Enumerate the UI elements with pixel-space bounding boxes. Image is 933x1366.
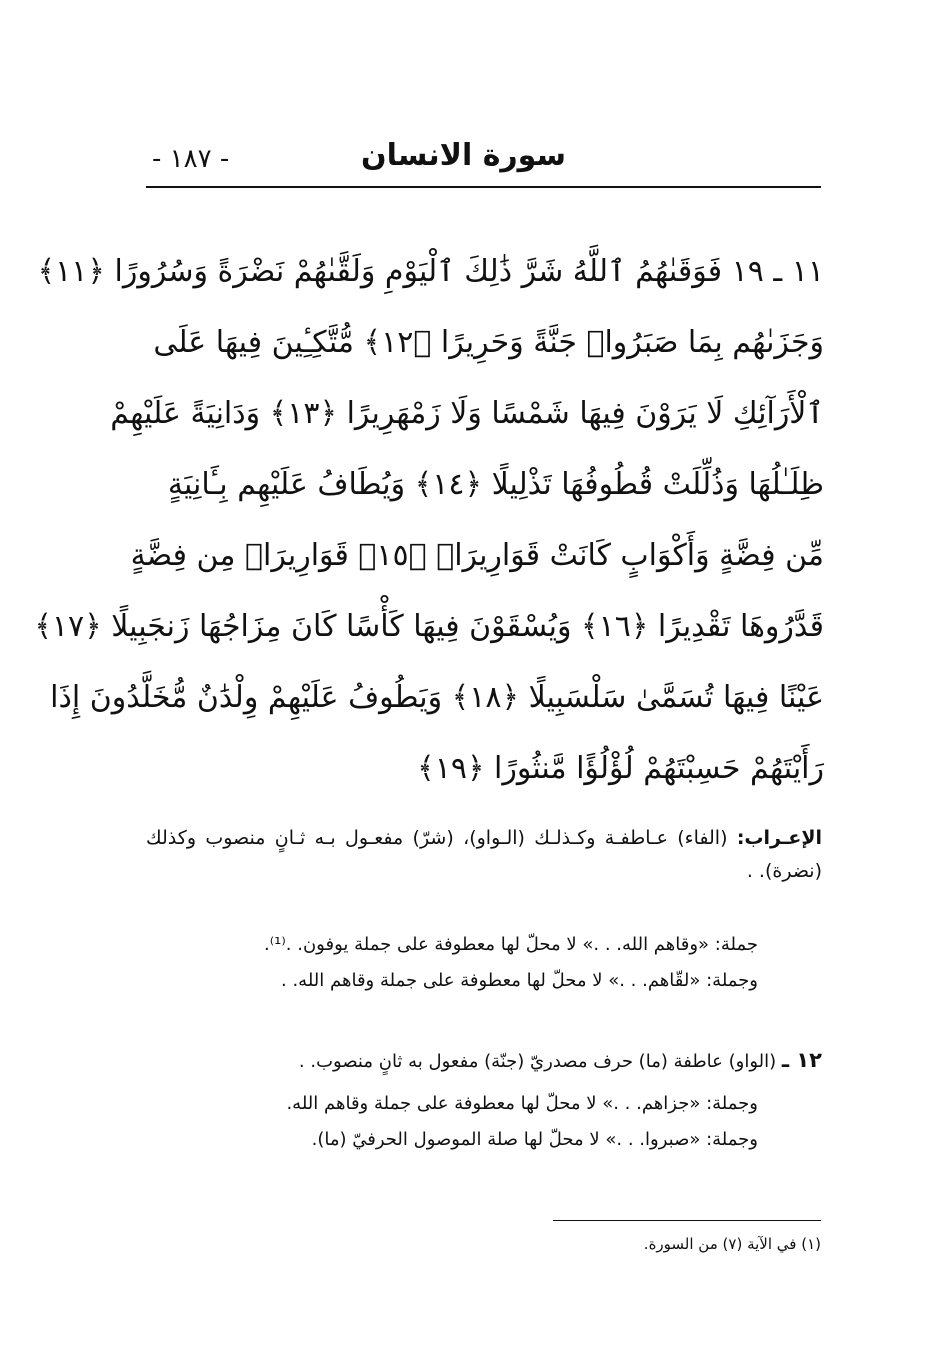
page-header	[146, 138, 821, 188]
verse-12-text: (الواو) عاطفة (ما) حرف مصدريّ (جنّة) مفعول به ثانٍ منصوب. .	[298, 1051, 782, 1072]
sentence-analysis-block	[146, 1086, 758, 1158]
i3rab-label: الإعـراب:	[736, 827, 822, 849]
sentence-analysis-block	[146, 927, 758, 999]
verse-line: مِّن فِضَّةٍ وَأَكْوَابٍ كَانَتْ قَوَارِيرَا۠ ﴿١٥﴾ قَوَارِيرَا۟ مِن فِضَّةٍ	[130, 538, 824, 573]
sentence-analysis-line: وجملة: «جزاهم. . .» لا محلّ لها معطوفة على جملة وقاهم الله.	[286, 1093, 758, 1114]
sentence-analysis-line: وجملة: «لقّاهم. . .» لا محلّ لها معطوفة على جملة وقاهم الله. .	[281, 970, 758, 991]
footnote: (١) في الآية (٧) من السورة.	[643, 1235, 821, 1253]
verse-line: وَجَزَىٰهُم بِمَا صَبَرُوا۟ جَنَّةً وَحَرِيرًا ﴿١٢﴾ مُّتَّكِـِٔينَ فِيهَا عَلَى	[153, 325, 824, 360]
verse-line: رَأَيْتَهُمْ حَسِبْتَهُمْ لُؤْلُؤًا مَّنثُورًا ﴿١٩﴾	[417, 751, 824, 786]
quran-verses	[34, 236, 824, 804]
verse-12-number: ١٢ ـ	[781, 1048, 822, 1072]
footnote-divider	[553, 1220, 821, 1221]
i3rab-paragraph	[146, 822, 822, 888]
verse-line: ١١ ـ ١٩ فَوَقَىٰهُمُ ٱللَّهُ شَرَّ ذَٰلِكَ ٱلْيَوْمِ وَلَقَّىٰهُمْ نَضْرَةً وَسُرُورًا ﴿١١﴾	[37, 254, 824, 289]
sentence-analysis-line: وجملة: «صبروا. . .» لا محلّ لها صلة الموصول الحرفيّ (ما).	[311, 1129, 758, 1150]
surah-title: سورة الانسان	[360, 138, 566, 173]
page-number: - ١٨٧ -	[152, 144, 230, 174]
sentence-analysis-line: جملة: «وقاهم الله. . .» لا محلّ لها معطوفة على جملة يوفون. .⁽¹⁾.	[264, 934, 758, 955]
verse-line: قَدَّرُوهَا تَقْدِيرًا ﴿١٦﴾ وَيُسْقَوْنَ فِيهَا كَأْسًا كَانَ مِزَاجُهَا زَنجَبِيلًا ﴿١٧﴾	[34, 609, 824, 644]
verse-line: ظِلَـٰلُهَا وَذُلِّلَتْ قُطُوفُهَا تَذْلِيلًا ﴿١٤﴾ وَيُطَافُ عَلَيْهِم بِـَٔانِيَةٍ	[167, 467, 824, 502]
verse-line: ٱلْأَرَآئِكِ لَا يَرَوْنَ فِيهَا شَمْسًا وَلَا زَمْهَرِيرًا ﴿١٣﴾ وَدَانِيَةً عَلَيْهِمْ	[110, 396, 824, 431]
verse-12-analysis	[146, 1042, 822, 1080]
i3rab-text: (الفاء) عـاطفـة وكـذلـك (الـواو)، (شرّ) مفعـول بـه ثـانٍ منصوب وكذلك (نضرة). .	[146, 827, 822, 882]
verse-line: عَيْنًا فِيهَا تُسَمَّىٰ سَلْسَبِيلًا ﴿١٨﴾ وَيَطُوفُ عَلَيْهِمْ وِلْدَٰنٌ مُّخَلَّدُونَ إِذَا	[50, 680, 824, 715]
